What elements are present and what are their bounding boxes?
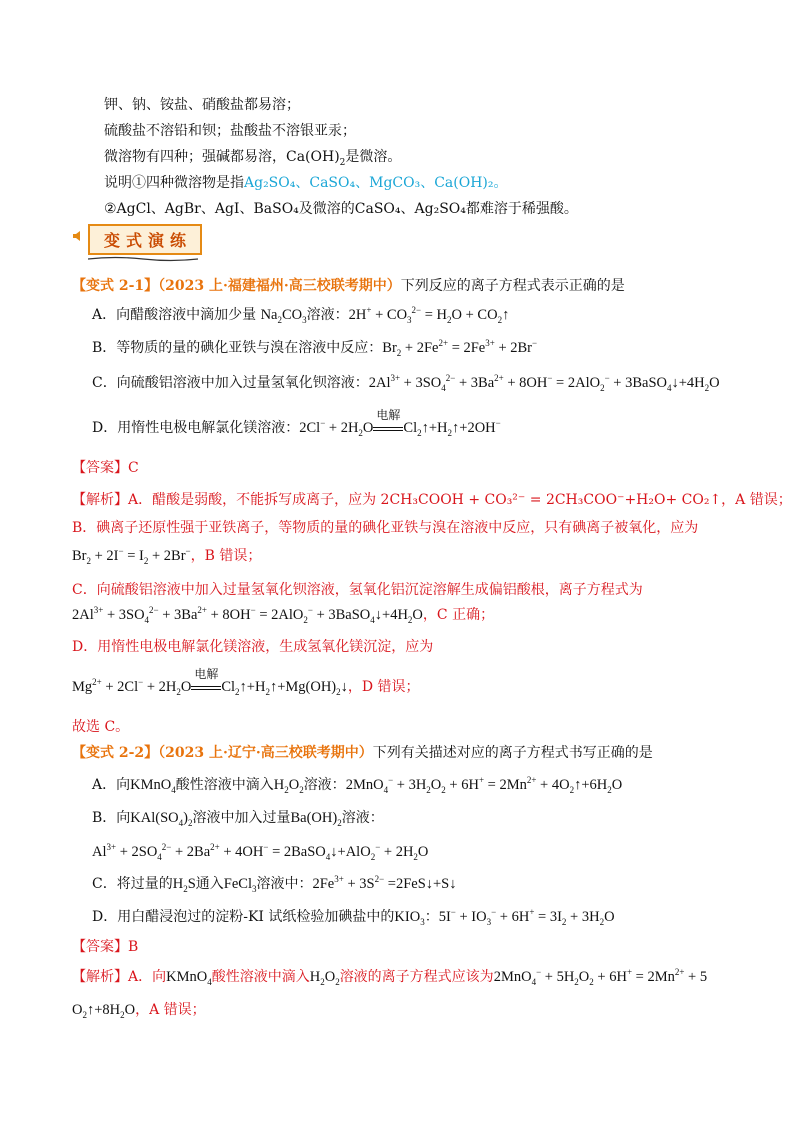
q1-analysis-d1: D．用惰性电极电解氯化镁溶液，生成氢氧化镁沉淀，应为 — [72, 639, 434, 655]
q1-option-c: C．向硫酸铝溶液中加入过量氢氧化钡溶液：$2Al^{3+} + 3SO_4^{2-} + 3Ba^{2+} + 8OH^- = 2AlO_2^-$ + $3BaSO_4↓+4H_2O$ — [92, 373, 720, 393]
q2-option-b-equation: $Al^{3+} + 2SO_4^{2-} + 2Ba^{2+} + 4OH^-$ = 2BaSO$_4$↓+AlO$_2$− + $2H_2O$ — [92, 842, 429, 862]
section-banner: 变式演练 — [72, 224, 202, 260]
q1-analysis-b1: B．碘离子还原性强于亚铁离子，等物质的量的碘化亚铁与溴在溶液中反应，只有碘离子被氧化，应为 — [72, 520, 699, 536]
q2-analysis-a2: $O_2↑+8H_2O$，A 错误； — [72, 1002, 206, 1020]
q2-option-a: A．向KMnO$_4$酸性溶液中滴入$H_2O_2$溶液：$2MnO_4^- + 3H_2O_2 + 6H^+ = 2Mn^{2+}$ + $4O_2↑+6H_2O$ — [92, 775, 623, 795]
question-2-1-header: 【变式 2-1】（2023 上·福建福州·高三校联考期中）下列反应的离子方程式表示正确的是 — [72, 278, 625, 294]
intro-line-5: ②AgCl、AgBr、AgI、BaSO₄及微溶的CaSO₄、Ag₂SO₄都难溶于稀强酸。 — [104, 201, 578, 217]
q2-answer: 【答案】B — [72, 939, 139, 955]
q2-option-d: D．用白醋浸泡过的淀粉-KI 试纸检验加碘盐中的$KIO_3$：$5I^- + IO_3^- + 6H^+ = 3I_2 + 3H_2O$ — [92, 907, 615, 927]
q2-analysis-a1: 【解析】A．向KMnO$_4$酸性溶液中滴入$H_2O_2$溶液的离子方程式应该为$2MnO_4^- + 5H_2O_2 + 6H^+ = 2Mn^{2+} + 5$ — [72, 967, 708, 987]
question-2-2-header: 【变式 2-2】（2023 上·辽宁·高三校联考期中）下列有关描述对应的离子方程式书写正确的是 — [72, 745, 653, 761]
microsoluble-list: Ag₂SO₄、CaSO₄、MgCO₃、Ca(OH)₂。 — [244, 175, 508, 191]
q1-answer: 【答案】C — [72, 460, 139, 476]
q1-option-d: D．用惰性电极电解氯化镁溶液：$2Cl^- + 2H_2O$ 电解 $Cl_2↑+H_2↑+2OH^-$ — [92, 408, 501, 438]
q1-option-b: B．等物质的量的碘化亚铁与溴在溶液中反应：$Br_2 + 2Fe^{2+} = 2Fe^{3+} + 2Br^-$ — [92, 338, 538, 358]
q1-analysis-a: 【解析】A．醋酸是弱酸，不能拆写成离子，应为 2CH₃COOH + CO₃²⁻ = 2CH₃COO⁻+H₂O+ CO₂↑，A 错误； — [72, 492, 792, 508]
q1-option-a: A．向醋酸溶液中滴加少量 $Na_2CO_3$溶液：$2H^+ + CO_3^{2-} = H_2O$ + $CO_2↑$ — [92, 305, 510, 325]
banner-underline — [88, 256, 198, 262]
q2-option-c: C．将过量的$H_2S$通入FeCl$_3$溶液中：$2Fe^{3+} + 3S^{2-}$ =2FeS↓+S↓ — [92, 874, 457, 894]
intro-line-3: 微溶物有四种；强碱都易溶，$Ca(OH)_2$是微溶。 — [104, 149, 402, 168]
intro-line-1: 钾、钠、铵盐、硝酸盐都易溶； — [104, 97, 300, 113]
intro-line-2: 硫酸盐不溶铅和钡；盐酸盐不溶银亚汞； — [104, 123, 356, 139]
intro-line-4: 说明①四种微溶物是指Ag₂SO₄、CaSO₄、MgCO₃、Ca(OH)₂。 — [104, 175, 508, 191]
q1-analysis-c1: C．向硫酸铝溶液中加入过量氢氧化钡溶液，氢氧化铝沉淀溶解生成偏铝酸根，离子方程式为 — [72, 582, 643, 598]
q1-analysis-c2: $2Al^{3+} + 3SO_4^{2-} + 3Ba^{2+} + 8OH^- = 2AlO_2^-$ + $3BaSO_4↓+4H_2O$，C 正确； — [72, 605, 495, 625]
q1-analysis-d2: $Mg^{2+} + 2Cl^- + 2H_2O$ 电解 $Cl_2↑+H_2↑+Mg(OH)_2↓$，D 错误； — [72, 667, 420, 697]
q2-option-b: B．向$KAl(SO_4)_2$溶液中加入过量$Ba(OH)_2$溶液： — [92, 810, 384, 828]
q1-conclusion: 故选 C。 — [72, 719, 130, 735]
q1-analysis-b2: $Br_2 + 2I^- = I_2 + 2Br^-$，B 错误； — [72, 546, 262, 566]
